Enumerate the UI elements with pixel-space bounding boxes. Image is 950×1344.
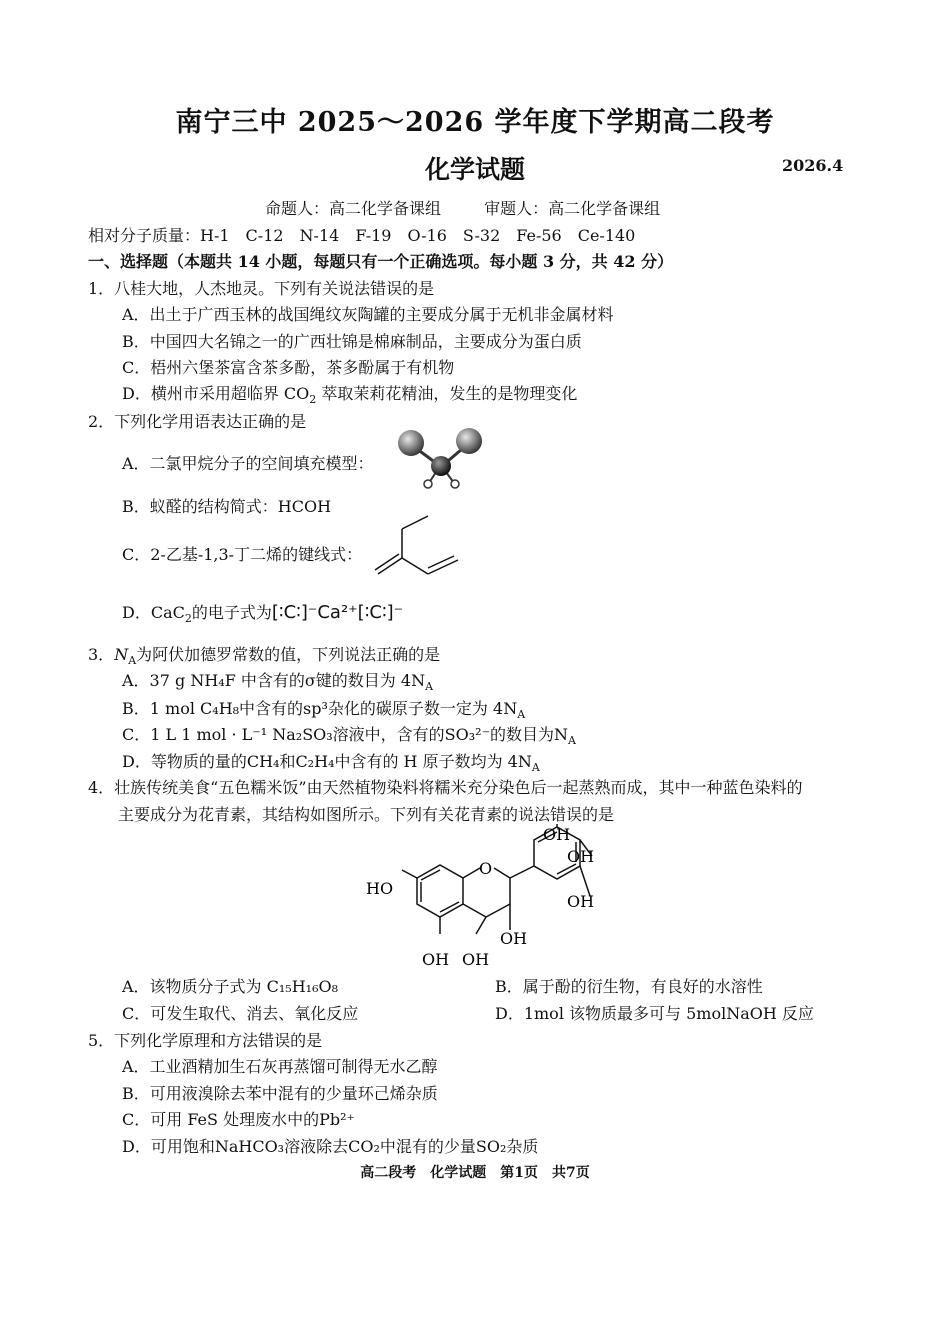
q4-option-d: D．1mol 该物质最多可与 5molNaOH 反应	[495, 1004, 814, 1023]
q3-stem-pre: 3．	[88, 645, 115, 664]
q1-option-b: B．中国四大名锦之一的广西壮锦是棉麻制品，主要成分为蛋白质	[122, 332, 582, 351]
q3-na: N	[114, 645, 129, 664]
q3-option-b	[122, 696, 525, 721]
q1-stem: 1．八桂大地，人杰地灵。下列有关说法错误的是	[88, 279, 435, 298]
authors-line	[265, 196, 698, 219]
q2-d-pre: D．CaC	[122, 603, 185, 622]
q2-option-a: A．二氯甲烷分子的空间填充模型：	[122, 454, 374, 473]
oh-label-c4: OH	[462, 950, 490, 969]
q4-stem-line1: 4．壮族传统美食“五色糯米饭”由天然植物染料将糯米充分染色后一起蒸熟而成，其中一种蓝色染料的	[88, 778, 803, 797]
q3-option-a	[122, 668, 433, 693]
q5-option-d: D．可用饱和NaHCO₃溶液除去CO₂中混有的少量SO₂杂质	[122, 1137, 539, 1156]
q2-option-d	[122, 600, 403, 625]
q1-d-post: 萃取茉莉花精油，发生的是物理变化	[316, 384, 578, 403]
reviewer: 审题人：高二化学备课组	[484, 199, 661, 218]
q5-option-b: B．可用液溴除去苯中混有的少量环己烯杂质	[122, 1084, 438, 1103]
ethylbutadiene-skeletal-image	[372, 514, 464, 584]
oh-label-c5: OH	[422, 950, 450, 969]
q3-b-sub: A	[517, 708, 526, 722]
cac2-electron-formula: [∶C∶]⁻Ca²⁺[∶C∶]⁻	[271, 602, 404, 623]
q2-option-b: B．蚁醛的结构简式：HCOH	[122, 497, 332, 516]
q3-option-c	[122, 722, 576, 747]
q3-a-text: A．37 g NH₄F 中含有的σ键的数目为 4N	[122, 671, 426, 690]
q3-c-text: C．1 L 1 mol · L⁻¹ Na₂SO₃溶液中，含有的SO₃²⁻的数目为N	[122, 725, 569, 744]
q2-stem: 2．下列化学用语表达正确的是	[88, 412, 307, 431]
q3-option-d	[122, 749, 540, 774]
q3-d-sub: A	[531, 761, 540, 775]
section-heading: 一、选择题（本题共 14 小题，每题只有一个正确选项。每小题 3 分，共 42 分）	[88, 252, 674, 271]
anthocyanin-structure-image	[360, 822, 620, 972]
oh-label-c3: OH	[500, 929, 528, 948]
q1-d-sub: 2	[309, 393, 317, 407]
exam-subtitle: 化学试题	[424, 155, 525, 184]
oh-label-mid: OH	[567, 847, 595, 866]
q1-d-pre: D．横州市采用超临界 CO	[122, 384, 310, 403]
q3-c-sub: A	[568, 734, 576, 748]
dichloromethane-model-image	[392, 428, 492, 490]
q3-b-text: B．1 mol C₄H₈中含有的sp³杂化的碳原子数一定为 4N	[122, 699, 518, 718]
q3-d-text: D．等物质的量的CH₄和C₂H₄中含有的 H 原子数均为 4N	[122, 752, 532, 771]
exam-date: 2026.4	[782, 156, 844, 175]
q4-option-b: B．属于酚的衍生物，有良好的水溶性	[495, 977, 763, 996]
exam-title: 南宁三中 2025～2026 学年度下学期高二段考	[175, 107, 775, 138]
q2-d-sub: 2	[184, 612, 192, 626]
q1-option-d	[122, 381, 577, 406]
q4-stem-line2: 主要成分为花青素，其结构如图所示。下列有关花青素的说法错误的是	[118, 805, 615, 824]
q4-option-a: A．该物质分子式为 C₁₅H₁₆O₈	[122, 977, 339, 996]
oh-label-right: OH	[567, 892, 595, 911]
ho-label: HO	[366, 879, 394, 898]
q3-stem-post: 为阿伏加德罗常数的值，下列说法正确的是	[136, 645, 441, 664]
author: 命题人：高二化学备课组	[265, 199, 442, 218]
q4-option-c: C．可发生取代、消去、氧化反应	[122, 1004, 359, 1023]
q3-a-sub: A	[425, 680, 434, 694]
q5-stem: 5．下列化学原理和方法错误的是	[88, 1031, 323, 1050]
page-footer: 高二段考 化学试题 第1页 共7页	[360, 1165, 590, 1181]
q2-d-mid: 的电子式为	[191, 603, 272, 622]
q2-option-c: C．2-乙基-1,3-丁二烯的键线式：	[122, 545, 363, 564]
q1-option-a: A．出土于广西玉林的战国绳纹灰陶罐的主要成分属于无机非金属材料	[122, 305, 614, 324]
q5-option-a: A．工业酒精加生石灰再蒸馏可制得无水乙醇	[122, 1057, 438, 1076]
q1-option-c: C．梧州六堡茶富含茶多酚，茶多酚属于有机物	[122, 358, 455, 377]
q5-option-c: C．可用 FeS 处理废水中的Pb²⁺	[122, 1110, 355, 1129]
q3-na-sub: A	[128, 654, 137, 668]
oh-label-top: OH	[543, 825, 571, 844]
q3-stem	[88, 642, 440, 667]
atomic-masses: 相对分子质量：H-1 C-12 N-14 F-19 O-16 S-32 Fe-56 Ce-140	[88, 226, 636, 245]
ring-oxygen-label: O	[479, 859, 493, 878]
